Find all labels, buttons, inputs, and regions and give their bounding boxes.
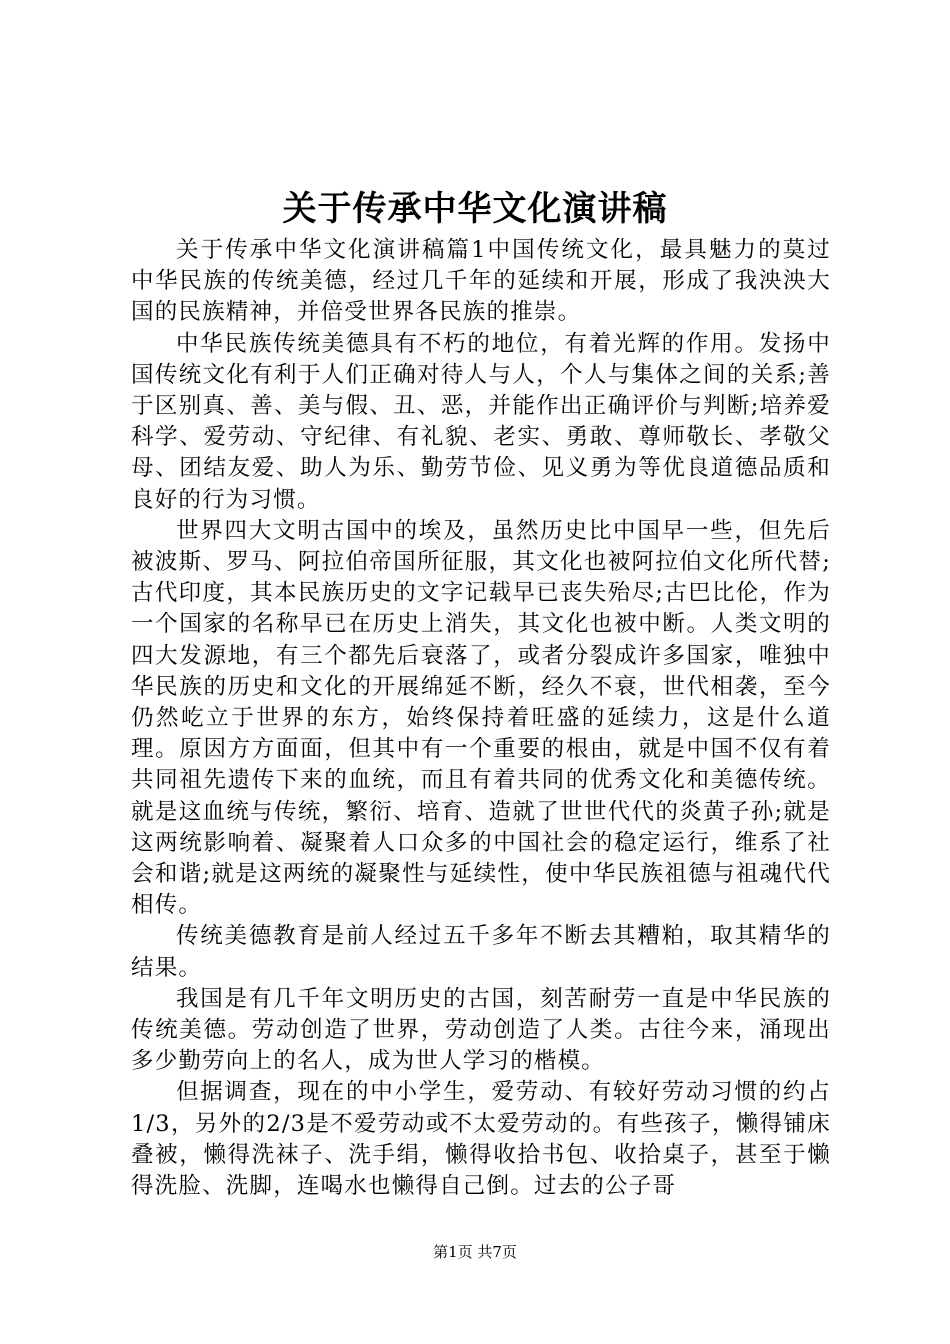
paragraph: 我国是有几千年文明历史的古国，刻苦耐劳一直是中华民族的传统美德。劳动创造了世界，劳动创造了人类。古往今来，涌现出多少勤劳向上的名人，成为世人学习的楷模。 bbox=[131, 985, 831, 1075]
document-title: 关于传承中华文化演讲稿 bbox=[282, 189, 668, 229]
paragraph: 但据调查，现在的中小学生，爱劳动、有较好劳动习惯的约占1/3，另外的2/3是不爱劳动或不太爱劳动的。有些孩子，懒得铺床叠被，懒得洗袜子、洗手绢，懒得收拾书包、收拾桌子，甚至于懒得洗脸、洗脚，连喝水也懒得自己倒。过去的公子哥 bbox=[131, 1079, 831, 1200]
paragraph: 传统美德教育是前人经过五千多年不断去其糟粕，取其精华的结果。 bbox=[131, 923, 831, 981]
paragraph: 关于传承中华文化演讲稿篇1中国传统文化，最具魅力的莫过中华民族的传统美德，经过几千年的延续和开展，形成了我泱泱大国的民族精神，并倍受世界各民族的推崇。 bbox=[131, 237, 831, 326]
paragraph: 中华民族传统美德具有不朽的地位，有着光辉的作用。发扬中国传统文化有利于人们正确对待人与人，个人与集体之间的关系;善于区别真、善、美与假、丑、恶，并能作出正确评价与判断;培养爱科学、爱劳动、守纪律、有礼貌、老实、勇敢、尊师敬长、孝敬父母、团结友爱、助人为乐、勤劳节俭、见义勇为等优良道德品质和良好的行为习惯。 bbox=[131, 330, 831, 513]
page-number-footer: 第1页 共7页 bbox=[433, 1243, 517, 1261]
paragraph: 世界四大文明古国中的埃及，虽然历史比中国早一些，但先后被波斯、罗马、阿拉伯帝国所征服，其文化也被阿拉伯文化所代替;古代印度，其本民族历史的文字记载早已丧失殆尽;古巴比伦，作为一个国家的名称早已在历史上消失，其文化也被中断。人类文明的四大发源地，有三个都先后衰落了，或者分裂成许多国家，唯独中华民族的历史和文化的开展绵延不断，经久不衰，世代相袭，至今仍然屹立于世界的东方，始终保持着旺盛的延续力，这是什么道理。原因方方面面，但其中有一个重要的根由，就是中国不仅有着共同祖先遗传下来的血统，而且有着共同的优秀文化和美德传统。就是这血统与传统，繁衍、培育、造就了世世代代的炎黄子孙;就是这两统影响着、凝聚着人口众多的中国社会的稳定运行，维系了社会和谐;就是这两统的凝聚性与延续性，使中华民族祖德与祖魂代代相传。 bbox=[131, 517, 831, 919]
document-body bbox=[131, 235, 831, 1202]
